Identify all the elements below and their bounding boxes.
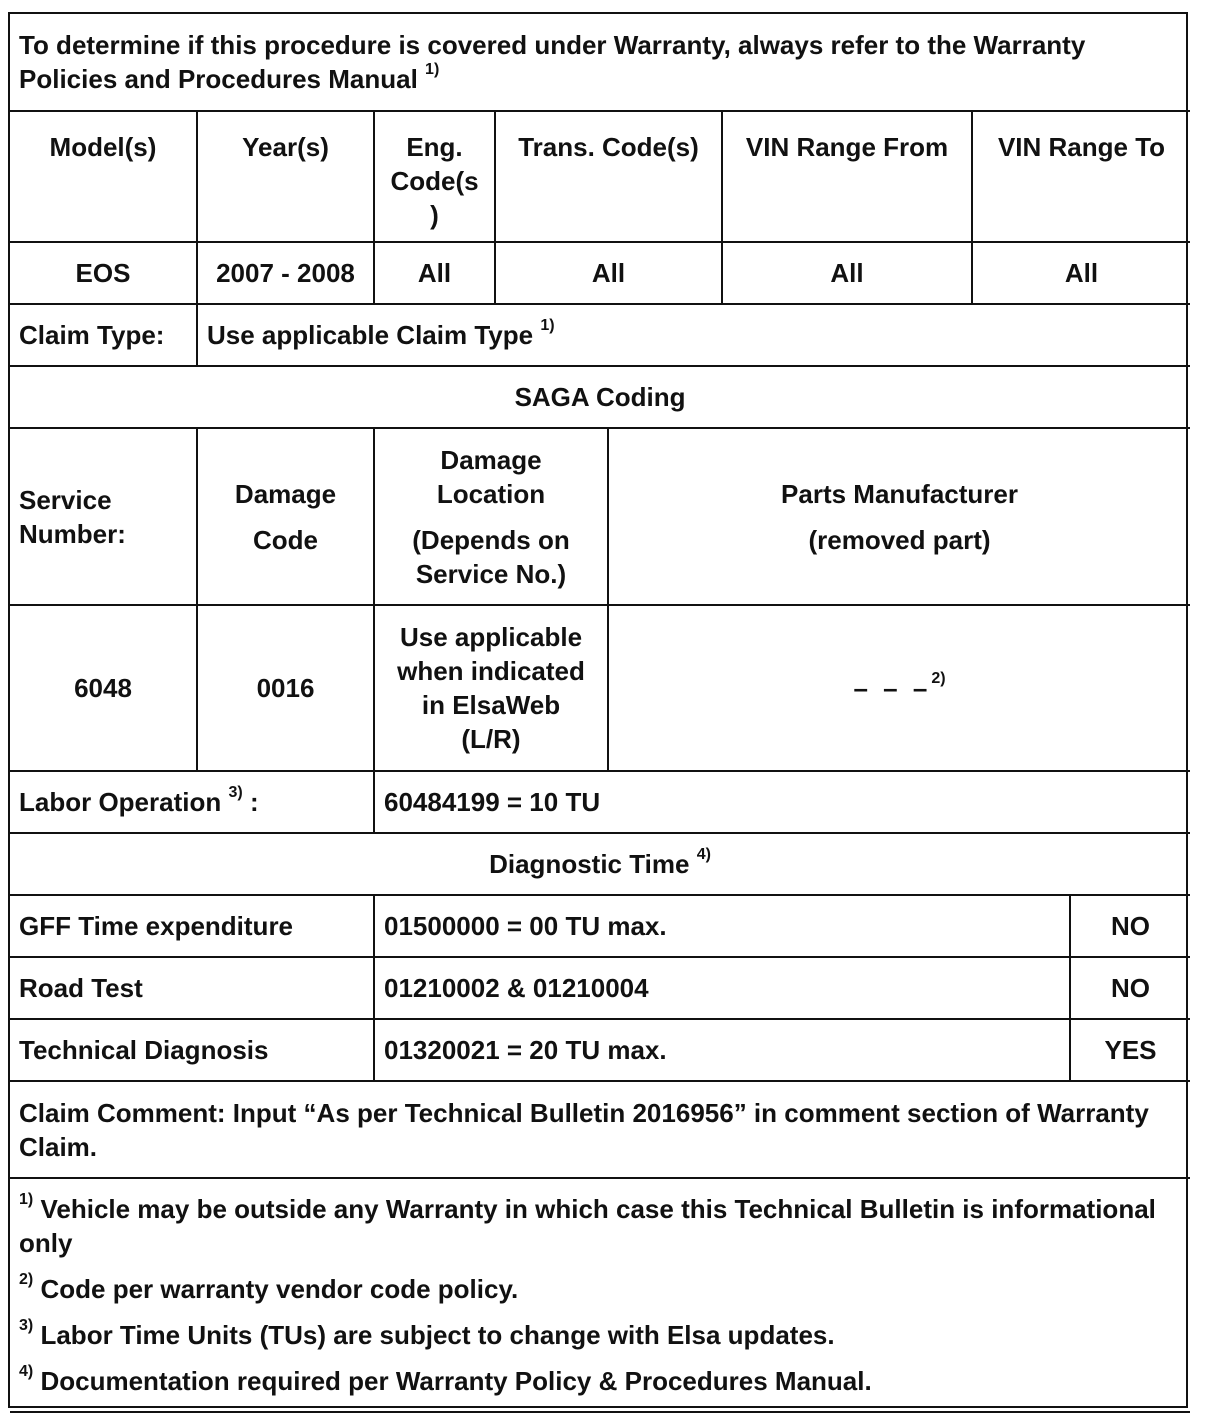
diagnostic-row [10,895,1190,957]
saga-service-number-label: Service Number: [10,428,197,605]
footnote-item [19,1272,1181,1306]
saga-service-number: 6048 [10,605,197,771]
footnote-text: Documentation required per Warranty Policy & Procedures Manual. [40,1366,872,1396]
footnote-mark: 2) [19,1271,34,1289]
location-value-line2: when indicated [397,656,585,686]
diagnostic-title-cell [10,833,1190,895]
intro-cell [10,14,1190,111]
parts-line1: Parts Manufacturer [781,478,1018,509]
diagnostic-code: 01320021 = 20 TU max. [374,1019,1070,1081]
claim-type-value-cell [197,304,1190,366]
claim-comment-row [10,1081,1190,1178]
labor-colon: : [249,787,259,817]
footnote-text: Vehicle may be outside any Warranty in which case this Technical Bulletin is informational only [19,1194,1156,1258]
spacer [384,511,598,523]
header-eng-line1: Eng. [406,132,463,162]
labor-label: Labor Operation [19,787,222,817]
spacer [19,1352,1181,1364]
footnote-mark: 3) [19,1317,34,1335]
header-vin-from: VIN Range From [722,111,972,242]
footnote-mark: 4) [19,1363,34,1381]
claim-type-row [10,304,1190,366]
claim-comment: Claim Comment: Input “As per Technical Bulletin 2016956” in comment section of Warranty Claim. [10,1081,1190,1178]
saga-damage-location-header [374,428,608,605]
diagnostic-flag: NO [1070,895,1190,957]
header-vin-to: VIN Range To [972,111,1190,242]
diagnostic-flag: NO [1070,957,1190,1019]
location-value-line4: (L/R) [461,724,521,754]
saga-damage-code: 0016 [197,605,374,771]
claim-type-label: Claim Type: [10,304,197,366]
saga-parts-value [608,605,1190,771]
header-years: Year(s) [197,111,374,242]
diagnostic-label: Road Test [10,957,374,1019]
diagnostic-code: 01500000 = 00 TU max. [374,895,1070,957]
intro-footnote-mark: 1) [425,61,440,79]
warranty-grid [10,14,1190,1413]
parts-line2: (removed part) [808,524,991,555]
claim-type-footnote-mark: 1) [540,317,555,335]
saga-header-row [10,428,1190,605]
vehicle-header-row [10,111,1190,242]
value-years: 2007 - 2008 [197,242,374,304]
warranty-table [8,12,1188,1408]
footnotes-row [10,1178,1190,1412]
diagnostic-flag: YES [1070,1019,1190,1081]
footnote-text: Labor Time Units (TUs) are subject to change with Elsa updates. [40,1320,835,1350]
damage-code-line2: Code [253,524,318,555]
claim-type-value: Use applicable Claim Type [207,320,534,350]
diagnostic-label: GFF Time expenditure [10,895,374,957]
spacer [207,511,364,523]
value-trans: All [495,242,722,304]
value-model: EOS [10,242,197,304]
labor-footnote-mark: 3) [228,784,243,802]
parts-footnote-mark: 2) [931,670,946,688]
spacer [19,1306,1181,1318]
parts-value: – – – [853,673,932,703]
diagnostic-code: 01210002 & 01210004 [374,957,1070,1019]
saga-damage-code-header [197,428,374,605]
footnote-text: Code per warranty vendor code policy. [40,1274,519,1304]
damage-location-line2: Location [436,478,546,509]
diagnostic-label: Technical Diagnosis [10,1019,374,1081]
labor-value: 60484199 = 10 TU [374,771,1190,833]
diagnostic-title: Diagnostic Time [489,849,690,879]
spacer [19,1260,1181,1272]
diagnostic-footnote-mark: 4) [696,846,711,864]
diagnostic-row [10,957,1190,1019]
header-models: Model(s) [10,111,197,242]
vehicle-values-row [10,242,1190,304]
saga-values-row [10,605,1190,771]
value-eng: All [374,242,495,304]
saga-title-row [10,366,1190,428]
saga-title: SAGA Coding [10,366,1190,428]
damage-location-line1: Damage [440,444,542,475]
intro-row [10,14,1190,111]
header-eng-line2: Code(s [390,166,479,196]
location-value-line1: Use applicable [399,622,583,652]
footnote-item [19,1364,1181,1398]
diagnostic-title-row [10,833,1190,895]
labor-row [10,771,1190,833]
damage-code-line1: Damage [234,478,337,509]
footnotes-cell [10,1178,1190,1412]
value-vin-to: All [972,242,1190,304]
value-vin-from: All [722,242,972,304]
labor-label-cell [10,771,374,833]
intro-text: To determine if this procedure is covered under Warranty, always refer to the Warranty Policies and Procedures Manual [19,30,1086,94]
footnote-item [19,1192,1181,1260]
footnote-item [19,1318,1181,1352]
header-eng-code [374,111,495,242]
spacer [618,511,1181,523]
saga-parts-header [608,428,1190,605]
header-eng-line3: ) [430,200,439,230]
damage-location-line4: Service No.) [415,558,567,589]
footnote-mark: 1) [19,1191,34,1209]
diagnostic-row [10,1019,1190,1081]
header-trans-code: Trans. Code(s) [495,111,722,242]
damage-location-line3: (Depends on [412,524,570,555]
location-value-line3: in ElsaWeb [421,690,561,720]
saga-location-value [374,605,608,771]
